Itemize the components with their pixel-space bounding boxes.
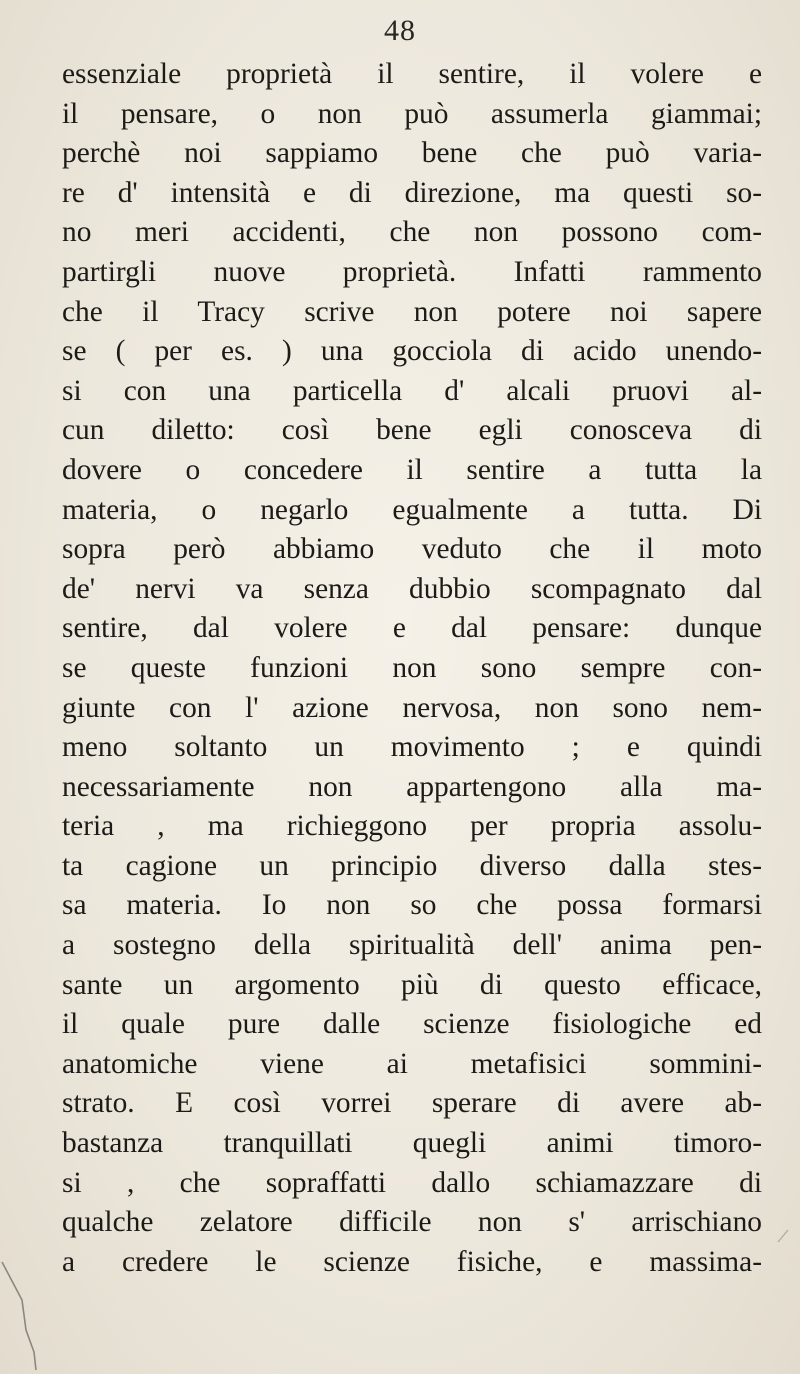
text-line: essenziale proprietà il sentire, il volere e xyxy=(62,58,762,90)
text-line: sentire, dal volere e dal pensare: dunque xyxy=(62,612,762,645)
text-line: cun diletto: così bene egli conosceva di xyxy=(62,414,762,447)
text-line: de' nervi va senza dubbio scompagnato dal xyxy=(62,572,762,605)
text-line: che il Tracy scrive non potere noi sapere xyxy=(62,295,762,328)
text-line: giunte con l' azione nervosa, non sono nem- xyxy=(62,691,762,724)
text-line: sopra però abbiamo veduto che il moto xyxy=(62,533,762,566)
text-line: meno soltanto un movimento ; e quindi xyxy=(62,731,762,764)
text-line: no meri accidenti, che non possono com- xyxy=(62,216,762,249)
text-line: il pensare, o non può assumerla giammai; xyxy=(62,97,762,130)
text-line: bastanza tranquillati quegli animi timoro- xyxy=(62,1127,762,1160)
text-line: a credere le scienze fisiche, e massima- xyxy=(62,1245,762,1278)
text-line: strato. E così vorrei sperare di avere ab- xyxy=(62,1087,762,1120)
text-line: necessariamente non appartengono alla ma- xyxy=(62,770,762,803)
text-line: perchè noi sappiamo bene che può varia- xyxy=(62,137,762,170)
text-line: materia, o negarlo egualmente a tutta. Di xyxy=(62,493,762,526)
text-line: partirgli nuove proprietà. Infatti rammento xyxy=(62,255,762,288)
text-line: se ( per es. ) una gocciola di acido unendo- xyxy=(62,335,762,368)
text-line: ta cagione un principio diverso dalla stes- xyxy=(62,849,762,882)
text-line: anatomiche viene ai metafisici sommini- xyxy=(62,1047,762,1080)
text-line: sa materia. Io non so che possa formarsi xyxy=(62,889,762,922)
text-line: sante un argomento più di questo efficace, xyxy=(62,968,762,1001)
text-line: re d' intensità e di direzione, ma questi so- xyxy=(62,176,762,209)
text-line: si , che sopraffatti dallo schiamazzare di xyxy=(62,1166,762,1199)
text-line: si con una particella d' alcali pruovi al- xyxy=(62,374,762,407)
text-line: qualche zelatore difficile non s' arrischiano xyxy=(62,1206,762,1239)
page-number: 48 xyxy=(384,14,416,47)
text-line: se queste funzioni non sono sempre con- xyxy=(62,651,762,684)
text-line: dovere o concedere il sentire a tutta la xyxy=(62,453,762,486)
text-line: teria , ma richieggono per propria assolu- xyxy=(62,810,762,843)
text-line: il quale pure dalle scienze fisiologiche ed xyxy=(62,1008,762,1041)
text-line: a sostegno della spiritualità dell' anima pen- xyxy=(62,929,762,962)
body-text xyxy=(62,55,762,1282)
